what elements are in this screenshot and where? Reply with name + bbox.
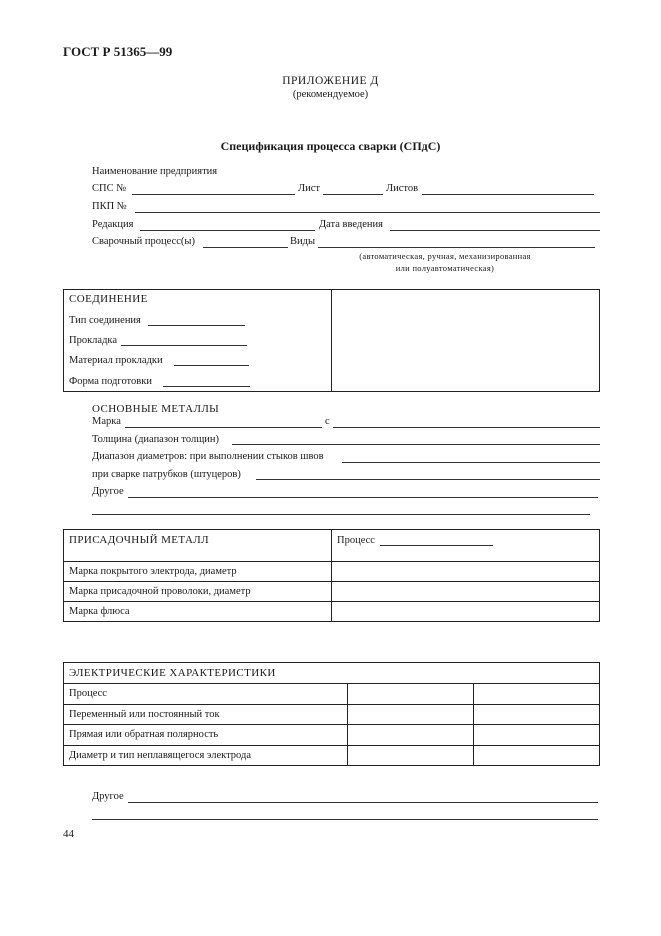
footer-other-field-2[interactable] xyxy=(92,819,598,820)
electrical-row-line xyxy=(63,704,600,705)
date-field[interactable] xyxy=(390,230,600,231)
edition-field[interactable] xyxy=(140,230,315,231)
base-metals-heading: ОСНОВНЫЕ МЕТАЛЛЫ xyxy=(92,403,220,415)
backing-material-field[interactable] xyxy=(174,365,249,366)
types-hint: (автоматическая, ручная, механизированная или полуавтоматическая) xyxy=(359,251,531,273)
electrical-row-line xyxy=(63,745,600,746)
electrical-col-line xyxy=(347,683,348,766)
sheets-label: Листов xyxy=(386,183,419,194)
electrical-row-line xyxy=(63,724,600,725)
preparation-field[interactable] xyxy=(163,386,250,387)
page-number: 44 xyxy=(63,828,74,840)
electrical-row-line xyxy=(63,683,600,684)
sps-label: СПС № xyxy=(92,183,127,194)
electrical-heading: ЭЛЕКТРИЧЕСКИЕ ХАРАКТЕРИСТИКИ xyxy=(69,667,276,679)
base-other-field-2[interactable] xyxy=(92,514,590,515)
backing-material-label: Материал прокладки xyxy=(69,355,163,366)
electrical-row-process: Процесс xyxy=(69,688,107,699)
document-code: ГОСТ Р 51365—99 xyxy=(63,44,173,59)
electrical-row-polarity: Прямая или обратная полярность xyxy=(69,729,219,740)
enterprise-label: Наименование предприятия xyxy=(92,166,218,177)
types-label: Виды xyxy=(290,236,316,247)
base-other-label: Другое xyxy=(92,486,124,497)
diameter-field[interactable] xyxy=(342,462,600,463)
date-label: Дата введения xyxy=(319,219,383,230)
joint-type-field[interactable] xyxy=(148,325,245,326)
grade-label: Марка xyxy=(92,416,121,427)
grade-field[interactable] xyxy=(125,427,322,428)
filler-heading: ПРИСАДОЧНЫЙ МЕТАЛЛ xyxy=(69,534,210,546)
joint-heading: СОЕДИНЕНИЕ xyxy=(69,293,148,305)
electrical-row-electrode: Диаметр и тип неплавящегося электрода xyxy=(69,750,251,761)
electrical-col-line xyxy=(473,683,474,766)
preparation-label: Форма подготовки xyxy=(69,376,152,387)
sheet-label: Лист xyxy=(298,183,320,194)
backing-field[interactable] xyxy=(121,345,247,346)
filler-row-electrode: Марка покрытого электрода, диаметр xyxy=(69,566,237,577)
filler-process-field[interactable] xyxy=(380,545,493,546)
sps-field[interactable] xyxy=(132,194,295,195)
pkp-field[interactable] xyxy=(135,212,600,213)
filler-row-line xyxy=(63,601,600,602)
nozzle-label: при сварке патрубков (штуцеров) xyxy=(92,469,241,480)
nozzle-field[interactable] xyxy=(256,479,600,480)
footer-other-label: Другое xyxy=(92,791,124,802)
filler-row-line xyxy=(63,561,600,562)
appendix-title: ПРИЛОЖЕНИЕ Д xyxy=(282,75,379,87)
thickness-label: Толщина (диапазон толщин) xyxy=(92,434,220,445)
filler-row-wire: Марка присадочной проволоки, диаметр xyxy=(69,586,251,597)
filler-divider xyxy=(331,529,332,622)
joint-divider xyxy=(331,289,332,392)
process-label: Сварочный процесс(ы) xyxy=(92,236,195,247)
types-field[interactable] xyxy=(318,247,595,248)
diameter-label: Диапазон диаметров: при выполнении стыков швов xyxy=(92,451,324,462)
document-title: Спецификация процесса сварки (СПдС) xyxy=(220,139,441,153)
appendix-subtitle: (рекомендуемое) xyxy=(292,89,369,100)
with-label: с xyxy=(325,416,330,427)
joint-type-label: Тип соединения xyxy=(69,315,141,326)
sheets-field[interactable] xyxy=(422,194,594,195)
process-field[interactable] xyxy=(203,247,288,248)
filler-row-flux: Марка флюса xyxy=(69,606,130,617)
filler-process-label: Процесс xyxy=(337,535,375,546)
filler-row-line xyxy=(63,581,600,582)
thickness-field[interactable] xyxy=(232,444,600,445)
edition-label: Редакция xyxy=(92,219,134,230)
sheet-field[interactable] xyxy=(323,194,383,195)
base-other-field[interactable] xyxy=(128,497,598,498)
grade-with-field[interactable] xyxy=(333,427,600,428)
electrical-row-current: Переменный или постоянный ток xyxy=(69,709,220,720)
pkp-label: ПКП № xyxy=(92,201,127,212)
footer-other-field[interactable] xyxy=(128,802,598,803)
backing-label: Прокладка xyxy=(69,335,118,346)
